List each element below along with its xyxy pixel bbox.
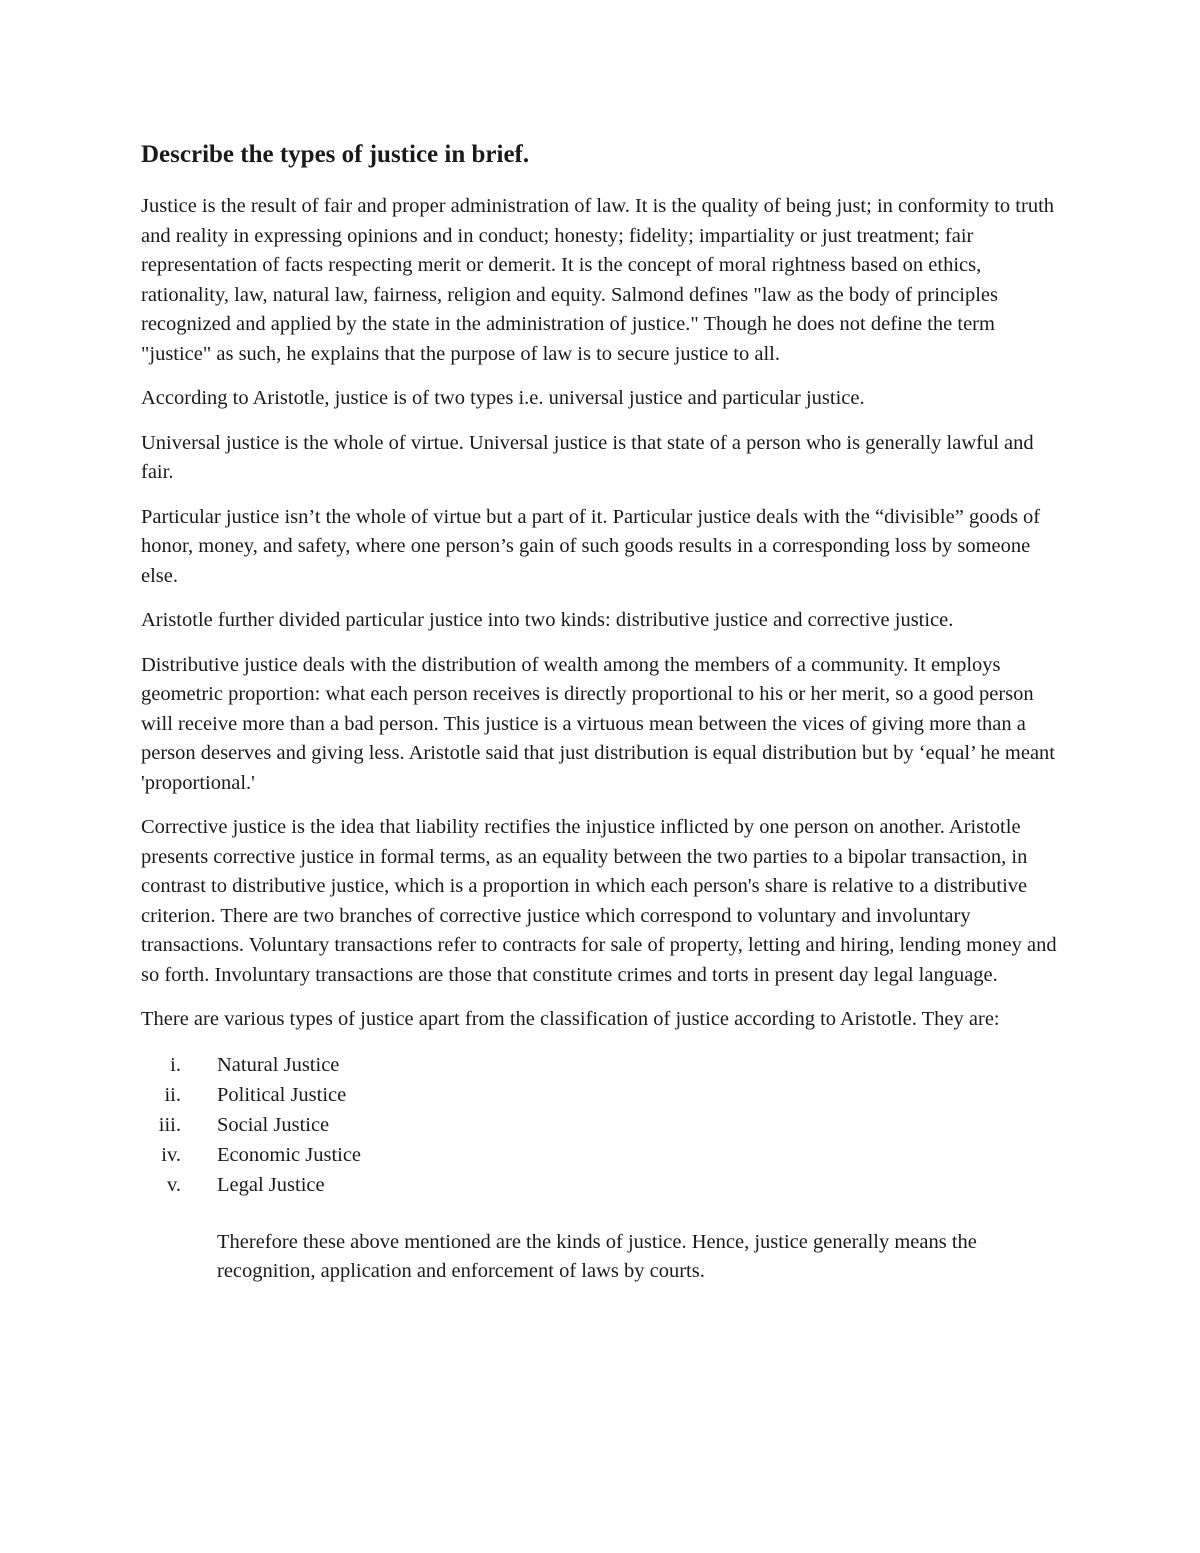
list-item <box>141 1110 1066 1140</box>
paragraph-aristotle-types: According to Aristotle, justice is of two types i.e. universal justice and particular justice. <box>141 387 865 409</box>
list-item-text: Legal Justice <box>217 1173 325 1196</box>
list-item <box>141 1050 1066 1080</box>
paragraph-particular-kinds: Aristotle further divided particular justice into two kinds: distributive justice and corrective justice. <box>141 609 954 631</box>
paragraph-particular-justice: Particular justice isn’t the whole of virtue but a part of it. Particular justice deals with the “divisible” goods of honor, money, and safety, where one person’s gain of such goods results in a corresponding loss by someone else. <box>141 505 1041 587</box>
list-item-text: Economic Justice <box>217 1143 362 1166</box>
paragraph-various-types: There are various types of justice apart from the classification of justice according to Aristotle. They are: <box>141 1008 1000 1030</box>
list-item-number: iii. <box>158 1113 181 1136</box>
justice-types-list <box>141 1050 1066 1200</box>
paragraph-universal-justice: Universal justice is the whole of virtue. Universal justice is that state of a person who is generally lawful and fair. <box>141 431 1034 483</box>
document-page <box>141 138 1066 1287</box>
list-item-number: v. <box>166 1173 181 1196</box>
list-item-number: ii. <box>164 1083 181 1106</box>
paragraph-corrective-justice: Corrective justice is the idea that liability rectifies the injustice inflicted by one person on another. Aristotle presents corrective justice in formal terms, as an equality between the two parties to a bipolar transaction, in contrast to distributive justice, which is a proportion in which each person's share is relative to a distributive criterion. There are two branches of corrective justice which correspond to voluntary and involuntary transactions. Voluntary transactions refer to contracts for sale of property, letting and hiring, lending money and so forth. Involuntary transactions are those that constitute crimes and torts in present day legal language. <box>141 816 1057 986</box>
paragraph-distributive-justice: Distributive justice deals with the distribution of wealth among the members of a community. It employs geometric proportion: what each person receives is directly proportional to his or her merit, so a good person will receive more than a bad person. This justice is a virtuous mean between the vices of giving more than a person deserves and giving less. Aristotle said that just distribution is equal distribution but by ‘equal’ he meant 'proportional.' <box>141 653 1056 794</box>
list-item-text: Natural Justice <box>217 1053 340 1076</box>
list-item <box>141 1140 1066 1170</box>
list-item-text: Social Justice <box>217 1113 330 1136</box>
list-item <box>141 1170 1066 1200</box>
list-item-number: iv. <box>161 1143 181 1166</box>
paragraph-intro: Justice is the result of fair and proper administration of law. It is the quality of being just; in conformity to truth and reality in expressing opinions and in conduct; honesty; fidelity; impartiality or just treatment; fair representation of facts respecting merit or demerit. It is the concept of moral rightness based on ethics, rationality, law, natural law, fairness, religion and equity. Salmond defines "law as the body of principles recognized and applied by the state in the administration of justice." Though he does not define the term "justice" as such, he explains that the purpose of law is to secure justice to all. <box>141 195 1055 365</box>
list-item <box>141 1080 1066 1110</box>
list-item-number: i. <box>170 1053 181 1076</box>
paragraph-conclusion: Therefore these above mentioned are the kinds of justice. Hence, justice generally means the recognition, application and enforcement of laws by courts. <box>217 1230 977 1282</box>
list-item-text: Political Justice <box>217 1083 347 1106</box>
document-title: Describe the types of justice in brief. <box>141 141 530 168</box>
